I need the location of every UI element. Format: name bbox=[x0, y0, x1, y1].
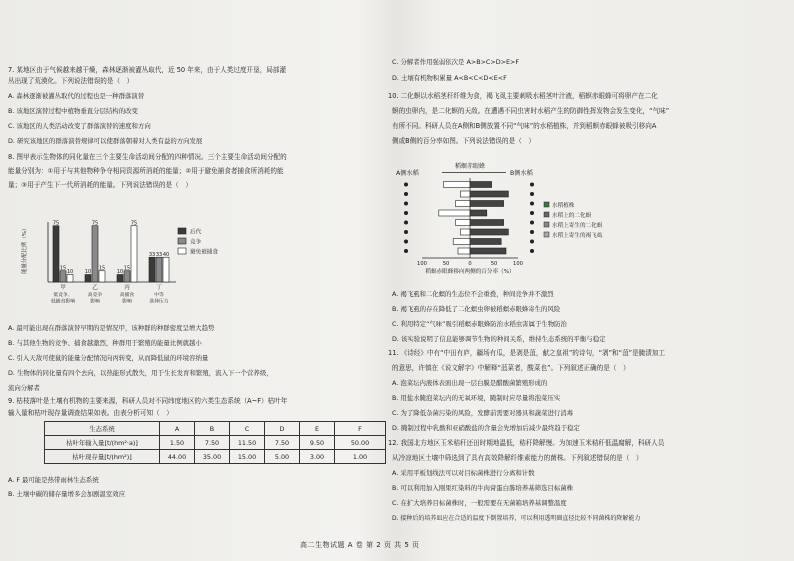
bar bbox=[163, 257, 169, 282]
page-footer: 高二生物试题 A 卷 第 2 页 共 5 页 bbox=[300, 541, 420, 549]
x-tick-label: 50 bbox=[442, 261, 450, 267]
chart-title: 稻螟赤眼蜂 bbox=[454, 163, 486, 170]
q10-stem-4: 侧或B侧的百分率如图。下列说法错误的是（ ） bbox=[392, 137, 535, 145]
q8-stem-3: 量；③用于产生下一代所消耗的能量。下列说法错误的是（ ） bbox=[8, 181, 192, 189]
table-cell: E bbox=[300, 422, 335, 436]
data-label: 10 bbox=[84, 269, 92, 275]
litter-table bbox=[44, 421, 386, 464]
category-sublabel: 高捕食 bbox=[119, 293, 135, 298]
bar-b-side bbox=[470, 182, 492, 188]
bar-a-side bbox=[453, 239, 470, 245]
q9-option-b: B. 土壤中碳的储存量增多会加剧温室效应 bbox=[8, 490, 126, 498]
row-icon bbox=[404, 240, 408, 244]
q10-stem-1: 10. 二化螟以水稻茎秆纤维为食，褐飞虱主要刺吸水稻茎叶汁液，稻螟赤眼蜂可将卵产在二化 bbox=[388, 92, 658, 100]
bar-a-side bbox=[456, 201, 470, 207]
bar bbox=[156, 257, 162, 282]
bar-a-side bbox=[460, 191, 470, 197]
q12-option-c: C. 在扩大培养目标菌株时，一般需要在无菌箱培养基调整温度 bbox=[392, 499, 567, 507]
category-sublabel: 低捕食影响 bbox=[51, 299, 75, 305]
bar-a-side bbox=[460, 229, 470, 235]
row-icon bbox=[530, 230, 534, 234]
table-cell: C bbox=[230, 422, 265, 436]
legend-entry: 竞争 bbox=[190, 239, 202, 246]
legend-entry: 水稻植株 bbox=[552, 203, 575, 209]
table-cell: 35.00 bbox=[195, 450, 230, 464]
x-tick-label: 0 bbox=[468, 261, 472, 267]
category-sublabel: 低竞争、 bbox=[53, 293, 73, 298]
category-label: 甲 bbox=[60, 285, 66, 291]
table-cell: 枯叶现存量[t/(hm²)] bbox=[45, 450, 160, 464]
row-icon bbox=[404, 221, 408, 225]
row-icon bbox=[404, 202, 408, 206]
q8-option-c: C. 引入天敌可使鼠的能量分配情况向丙转变，从而降低鼠的环境容纳量 bbox=[8, 354, 209, 362]
table-cell: 枯叶年输入量[t/(hm²·a)] bbox=[45, 436, 160, 450]
q8-option-d-1: D. 生物体的同化量有四个去向，以热能形式散失，用于生长发育和繁殖，流入下一个营养级， bbox=[8, 369, 273, 377]
table-cell: 5.00 bbox=[265, 450, 300, 464]
table-header-row bbox=[45, 422, 386, 436]
row-icon bbox=[530, 183, 534, 187]
legend-entry: 水稻上寄生的二化螟 bbox=[552, 223, 603, 229]
q8-stem-2: 能量分别为：①用于与其他物种争夺相同资源所消耗的能量；②用于避免捕食者捕食所消耗的能 bbox=[8, 167, 284, 175]
data-label: 33 bbox=[148, 251, 156, 258]
data-label: 33 bbox=[155, 251, 163, 258]
left-side-label: A侧水稻 bbox=[396, 170, 419, 177]
q10-stem-3: 有所不同。科研人员在A侧和B侧放置不同“气味”的水稻植株，并到稻螟赤眼蜂被吸引移向A bbox=[392, 122, 657, 130]
row-icon bbox=[530, 249, 534, 253]
bar bbox=[85, 275, 91, 283]
bar-a-side bbox=[456, 220, 470, 226]
bar-b-side bbox=[470, 248, 506, 254]
q9-option-d: D. 土壤有机物积累量 A<B<C<D<E<F bbox=[392, 74, 507, 82]
x-tick-label: 100 bbox=[513, 261, 523, 267]
row-icon bbox=[404, 249, 408, 253]
bar bbox=[131, 226, 137, 282]
table-cell: 44.00 bbox=[160, 450, 195, 464]
table-cell: 1.50 bbox=[160, 436, 195, 450]
q11-option-a: A. 泡菜坛内液体表面出现一层白膜是醋酸菌繁殖形成的 bbox=[392, 379, 548, 387]
table-row bbox=[45, 436, 386, 450]
legend-swatch bbox=[544, 202, 549, 207]
q12-option-a: A. 采用平板划线法可以对目标菌株进行分离和计数 bbox=[392, 469, 535, 477]
data-label: 75 bbox=[130, 220, 138, 227]
right-side-label: B侧水稻 bbox=[510, 170, 533, 177]
table-cell: 1.00 bbox=[335, 450, 386, 464]
legend-entry: 水稻上寄生的褐飞虱 bbox=[552, 233, 603, 239]
row-icon bbox=[404, 211, 408, 215]
q11-option-c: C. 为了降低杂菌污染的风险，发酵前需要对器具和蔬菜进行消毒 bbox=[392, 409, 574, 417]
table-cell: 50.00 bbox=[335, 436, 386, 450]
bar bbox=[124, 271, 130, 282]
category-sublabel: 选择压力 bbox=[149, 299, 169, 305]
q11-option-d: D. 腌制过程中乳酸和亚硝酸盐的含量会先增加后减少最终趋于稳定 bbox=[392, 424, 580, 432]
q8-stem-1: 8. 图甲表示生物体的同化量在三个主要生命活动间分配的四种情况。三个主要生命活动间分配的 bbox=[8, 153, 287, 161]
energy-allocation-svg bbox=[18, 214, 218, 312]
legend-swatch bbox=[544, 222, 549, 227]
bar-b-side bbox=[470, 191, 508, 197]
q10-option-b: B. 褐飞虱的存在降低了二化螟虫卵被稻螟赤眼蜂寄生的风险 bbox=[392, 305, 561, 313]
table-cell: 3.00 bbox=[300, 450, 335, 464]
table-cell: 15.00 bbox=[230, 450, 265, 464]
row-icon bbox=[404, 192, 408, 196]
x-tick-label: 100 bbox=[417, 261, 427, 267]
bar-a-side bbox=[439, 210, 470, 216]
row-icon bbox=[404, 183, 408, 187]
legend-swatch bbox=[178, 248, 186, 254]
legend-entry: 水稻上的二化螟 bbox=[552, 213, 592, 219]
q11-stem-2: 的意思，许慎在《说文解字》中解释“菹菜者，酸菜也”。下列叙述正确的是（ ） bbox=[392, 364, 630, 372]
energy-allocation-chart bbox=[18, 214, 218, 312]
row-icon bbox=[530, 221, 534, 225]
y-axis-label: 能量分配比例（%） bbox=[22, 225, 28, 274]
q7-stem-2: 丛出现了荒漠化。下列说法错误的是（ ） bbox=[8, 77, 134, 85]
category-label: 丁 bbox=[156, 285, 162, 291]
table-cell: 11.50 bbox=[230, 436, 265, 450]
legend-swatch bbox=[544, 212, 549, 217]
x-tick-label: 50 bbox=[490, 261, 498, 267]
bar bbox=[67, 275, 73, 283]
row-icon bbox=[530, 192, 534, 196]
q7-option-c: C. 该地区的人类活动改变了群落演替的速度和方向 bbox=[8, 122, 151, 130]
q8-option-b: B. 与其他生物的竞争、捕食越激烈，种群用于繁殖的能量比例就越小 bbox=[8, 339, 202, 347]
q9-stem-2: 输入量和枯叶现存量调查结果如表。由表分析可知（ ） bbox=[8, 409, 173, 417]
legend-swatch bbox=[178, 238, 186, 244]
q12-option-b: B. 可以利用加入刚果红染料的牛肉膏蛋白胨培养基筛选目标菌株 bbox=[392, 484, 573, 492]
data-label: 15 bbox=[59, 265, 67, 272]
bar bbox=[92, 226, 98, 282]
q10-option-d: D. 该实验说明了信息能够调节生物的种间关系，维持生态系统的平衡与稳定 bbox=[392, 335, 606, 343]
data-label: 15 bbox=[98, 265, 106, 272]
x-axis-label: 稻螟赤眼蜂移向两侧的百分率（%） bbox=[425, 269, 515, 275]
bar bbox=[149, 257, 155, 282]
category-sublabel: 高竞争 bbox=[87, 293, 103, 298]
q10-stem-2: 螟的虫卵内，是二化螟的天敌。在遭遇不同虫害时水稻产生的防御性挥发物会发生变化，“气味” bbox=[392, 107, 670, 115]
data-label: 15 bbox=[123, 265, 131, 272]
bar bbox=[117, 275, 123, 283]
q11-stem-1: 11. 《诗经》中有“中田有庐，疆场有瓜，是剥是菹，献之皇祖”的诗句，“剥”和“菹”是腌渍加工 bbox=[388, 349, 666, 357]
q11-option-b: B. 用盐水腌泡菜坛内的无氧环境，腌制时应尽量将泡菜压实 bbox=[392, 394, 561, 402]
row-icon bbox=[404, 230, 408, 234]
q7-option-b: B. 该地区演替过程中植物垂直分层结构的改变 bbox=[8, 107, 138, 115]
bar-b-side bbox=[470, 201, 504, 207]
q12-stem-2: 从冷凉地区土壤中筛选到了具有高效降解纤维素能力的菌株。下列叙述错误的是（ ） bbox=[392, 454, 643, 462]
legend-entry: 避免被捕食 bbox=[190, 249, 218, 256]
bar bbox=[53, 226, 59, 282]
q9-option-a: A. F 最可能是热带雨林生态系统 bbox=[8, 476, 99, 484]
q12-stem-1: 12. 我国北方地区玉米秸秆还田时期地温低，秸秆降解慢。为加速玉米秸秆低温腐解，科研人员 bbox=[388, 439, 665, 447]
table-cell: 9.50 bbox=[300, 436, 335, 450]
category-sublabel: 影响 bbox=[90, 299, 100, 305]
legend-entry: 后代 bbox=[190, 229, 202, 236]
row-icon bbox=[530, 211, 534, 215]
table-row bbox=[45, 450, 386, 464]
category-label: 乙 bbox=[92, 285, 98, 291]
q7-option-a: A. 森林逐渐被灌丛取代的过程也是一种群落演替 bbox=[8, 92, 145, 100]
q7-stem-1: 7. 某地区由于气候越来越干燥，森林逐渐被灌丛取代，近 50 年来，由于人类过度开垦，局部灌 bbox=[8, 66, 287, 74]
q12-option-d: D. 接种后的培养皿应在合适的温度下倒置培养，可以利用透明圈直径比较不同菌株的降解能力 bbox=[392, 515, 641, 522]
q9-stem-1: 9. 枯枝落叶是土壤有机物的主要来源，科研人员对不同纬度地区的六类生态系统（A~F）枯叶年 bbox=[8, 397, 288, 405]
table-cell: D bbox=[265, 422, 300, 436]
row-icon bbox=[530, 202, 534, 206]
table-cell: F bbox=[335, 422, 386, 436]
q8-option-a: A. 最可能出现在群落演替早期的是情况甲，该种群的种群密度呈增大趋势 bbox=[8, 324, 215, 332]
category-sublabel: 影响 bbox=[122, 299, 132, 305]
parasitoid-choice-chart bbox=[392, 162, 662, 286]
data-label: 75 bbox=[91, 220, 99, 227]
bar-a-side bbox=[458, 248, 470, 254]
q7-option-d: D. 研究该地区的群落演替规律可以使群落朝着对人类有益的方向发展 bbox=[8, 137, 203, 145]
legend-swatch bbox=[544, 232, 549, 237]
bar-b-side bbox=[470, 239, 501, 245]
bar-a-side bbox=[444, 182, 470, 188]
q10-option-a: A. 褐飞虱和二化螟的生态位不会重叠，种间竞争并不激烈 bbox=[392, 290, 554, 298]
legend-swatch bbox=[178, 228, 186, 234]
bar bbox=[99, 271, 105, 282]
q8-option-d-2: 流向分解者 bbox=[8, 384, 40, 392]
table-cell: 生态系统 bbox=[45, 422, 160, 436]
row-icon bbox=[530, 240, 534, 244]
category-sublabel: 中等 bbox=[154, 293, 164, 298]
table-cell: 7.50 bbox=[195, 436, 230, 450]
table-cell: 7.50 bbox=[265, 436, 300, 450]
table-cell: B bbox=[195, 422, 230, 436]
data-label: 75 bbox=[52, 220, 60, 227]
data-label: 10 bbox=[116, 269, 124, 275]
left-column bbox=[0, 0, 388, 561]
data-label: 40 bbox=[162, 251, 170, 258]
data-label: 10 bbox=[66, 269, 74, 275]
parasitoid-choice-svg bbox=[392, 162, 662, 286]
category-label: 丙 bbox=[124, 285, 130, 291]
bar-b-side bbox=[470, 220, 504, 226]
bar-b-side bbox=[470, 229, 508, 235]
q9-option-c: C. 分解者作用强弱依次是 A>B>C>D>E>F bbox=[392, 58, 520, 66]
q10-option-c: C. 利用特定“气味”吸引稻螟赤眼蜂防治水稻虫害属于生物防治 bbox=[392, 320, 567, 328]
bar bbox=[60, 271, 66, 282]
table-cell: A bbox=[160, 422, 195, 436]
bar-b-side bbox=[470, 210, 487, 216]
